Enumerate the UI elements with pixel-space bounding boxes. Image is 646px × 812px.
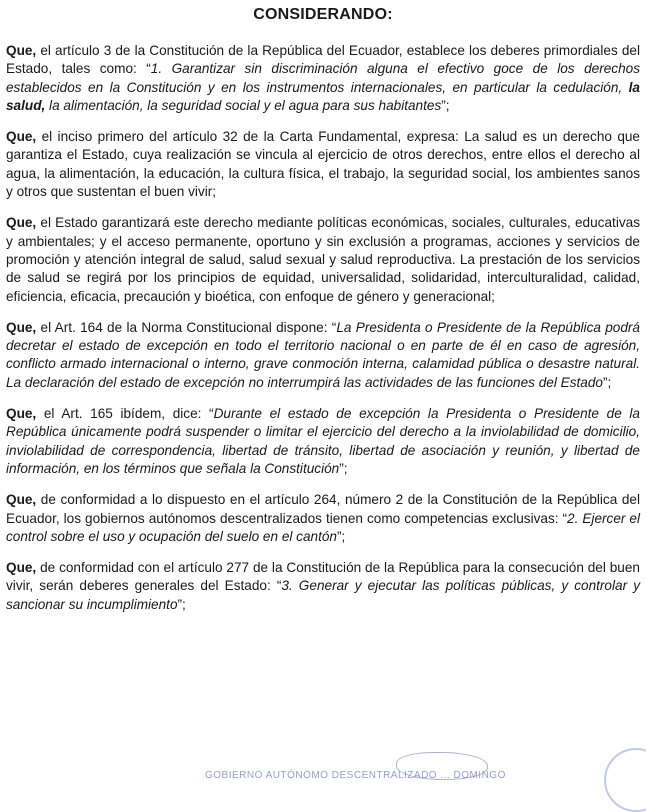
paragraph-4 (6, 319, 640, 392)
text: el Estado garantizará este derecho mediante políticas económicas, sociales, culturales, educativas y ambientales; y el acceso permanente, oportuno y sin exclusión a programas, acciones y servicios de promoción y atención integral de salud, salud sexual y salud reproductiva. La prestación de los servicios de salud se regirá por los principios de equidad, universalidad, solidaridad, interculturalidad, calidad, eficiencia, eficacia, precaución y bioética, con enfoque de género y generacional; (6, 215, 640, 304)
lead: Que, (6, 406, 37, 422)
text: el inciso primero del artículo 32 de la Carta Fundamental, expresa: La salud es un derecho que garantiza el Estado, cuya realización se vincula al ejercicio de otros derechos, entre ellos el derecho al agua, la alimentación, la educación, la cultura física, el trabajo, la seguridad social, los ambientes sanos y otros que sustentan el buen vivir; (6, 129, 640, 200)
emphasis: la salud, (6, 79, 640, 113)
text: el Art. 164 de la Norma Constitucional dispone: “ (36, 319, 337, 335)
lead: Que, (6, 319, 37, 335)
quote: 3. Generar y ejecutar las políticas públicas, y controlar y sancionar su incumplimiento (6, 578, 640, 612)
text: el artículo 3 de la Constitución de la República del Ecuador, establece los deberes primordiales del Estado, tales como: “ (6, 43, 640, 77)
heading: CONSIDERANDO: (253, 6, 393, 23)
paragraph-5 (6, 405, 640, 478)
quote: 1. Garantizar sin discriminación alguna el efectivo goce de los derechos establecidos en la Constitución y en los instrumentos internacionales, en particular la cedulación, (6, 61, 641, 95)
paragraph-7 (6, 559, 640, 614)
text-end: ”; (339, 460, 348, 476)
official-seal (604, 748, 646, 812)
quote: La Presidenta o Presidente de la República podrá decretar el estado de excepción en todo el territorio nacional o en parte de él en caso de agresión, conflicto armado internacional o interno, grave conmoción interna, calamidad pública o desastre natural. La declaración del estado de excepción no interrumpirá las actividades de las funciones del Estado (6, 319, 640, 390)
lead: Que, (6, 492, 37, 508)
text-end: ”; (602, 374, 612, 390)
paragraph-6 (6, 491, 640, 546)
quote: Durante el estado de excepción la Presidenta o Presidente de la República únicamente podrá suspender o limitar el ejercicio del derecho a la inviolabilidad de domicilio, inviolabilidad de correspondencia, libertad de tránsito, libertad de asociación y reunión, y libertad de información, en los términos que señala la Constitución (6, 406, 640, 476)
document-page (6, 6, 640, 627)
quote-cont: la alimentación, la seguridad social y el agua para sus habitantes (45, 97, 442, 113)
text: de conformidad a lo dispuesto en el artículo 264, número 2 de la Constitución de la República del Ecuador, los gobiernos autónomos descentralizados tienen como competencias exclusivas: “ (6, 492, 640, 526)
paragraph-1 (6, 42, 640, 115)
paragraph-3 (6, 214, 640, 305)
text-end: ”; (177, 596, 186, 612)
lead: Que, (6, 215, 37, 231)
text-end: ”; (337, 528, 346, 544)
text: de conformidad con el artículo 277 de la Constitución de la República para la consecución del buen vivir, serán deberes generales del Estado: “ (6, 560, 640, 594)
quote: 2. Ejercer el control sobre el uso y ocupación del suelo en el cantón (6, 510, 640, 544)
lead: Que, (6, 560, 37, 576)
text-end: ”; (441, 97, 450, 113)
lead: Que, (6, 129, 37, 145)
text: el Art. 165 ibídem, dice: “ (36, 406, 214, 422)
official-stamp-text: GOBIERNO AUTÓNOMO DESCENTRALIZADO ... DOMINGO (205, 770, 506, 781)
lead: Que, (6, 43, 37, 58)
paragraph-2 (6, 128, 640, 201)
